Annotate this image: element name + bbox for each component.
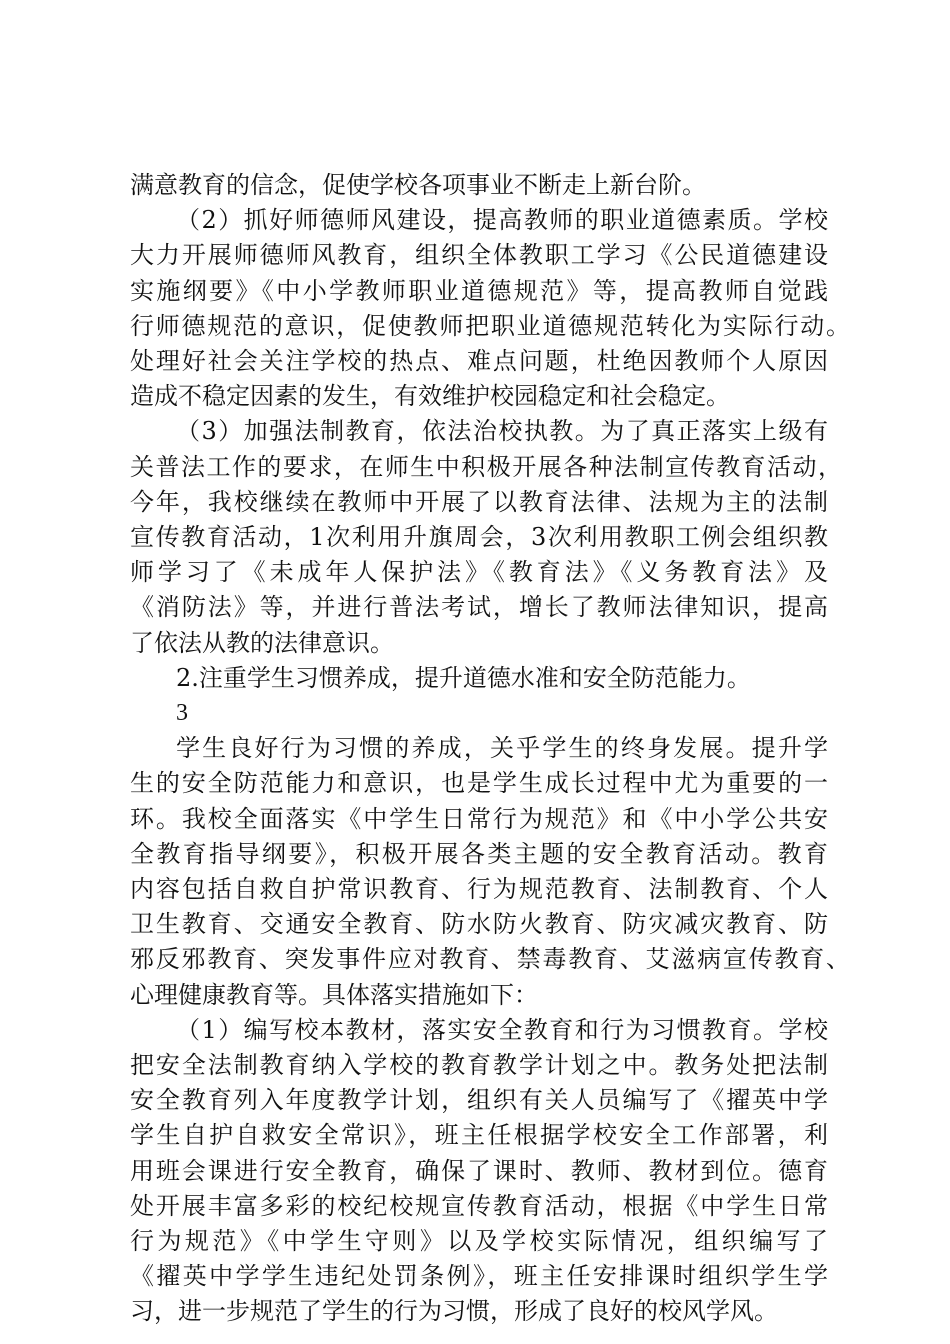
text-line: 卫生教育、交通安全教育、防水防火教育、防灾减灾教育、防 bbox=[130, 910, 828, 939]
text-line: 满意教育的信念，促使学校各项事业不断走上新台阶。 bbox=[130, 171, 706, 199]
text-line: 学生自护自救安全常识》，班主任根据学校安全工作部署，利 bbox=[130, 1121, 828, 1150]
text-line: 习，进一步规范了学生的行为习惯，形成了良好的校风学风。 bbox=[130, 1297, 778, 1326]
text-line: 把安全法制教育纳入学校的教育教学计划之中。教务处把法制 bbox=[130, 1051, 828, 1079]
text-line: 邪反邪教育、突发事件应对教育、禁毒教育、艾滋病宣传教育、 bbox=[130, 945, 850, 974]
text-line: 实施纲要》《中小学教师职业道德规范》等，提高教师自觉践 bbox=[130, 276, 828, 305]
text-line: 处理好社会关注学校的热点、难点问题，杜绝因教师个人原因 bbox=[130, 347, 828, 375]
text-line: 今年，我校继续在教师中开展了以教育法律、法规为主的法制 bbox=[130, 487, 828, 516]
text-line: 学生良好行为习惯的养成，关乎学生的终身发展。提升学 bbox=[176, 734, 828, 763]
text-line: 了依法从教的法律意识。 bbox=[130, 628, 394, 657]
text-line: 造成不稳定因素的发生，有效维护校园稳定和社会稳定。 bbox=[130, 382, 730, 411]
text-line: （3）加强法制教育，依法治校执教。为了真正落实上级有 bbox=[176, 417, 828, 446]
text-line: 师学习了《未成年人保护法》《教育法》《义务教育法》及 bbox=[130, 558, 828, 587]
text-line: 用班会课进行安全教育，确保了课时、教师、教材到位。德育 bbox=[130, 1156, 828, 1185]
text-line: 行为规范》《中学生守则》以及学校实际情况，组织编写了 bbox=[130, 1227, 828, 1255]
text-line: 生的安全防范能力和意识，也是学生成长过程中尤为重要的一 bbox=[130, 769, 828, 798]
text-line: 全教育指导纲要》，积极开展各类主题的安全教育活动。教育 bbox=[130, 839, 828, 868]
text-line: 行师德规范的意识，促使教师把职业道德规范转化为实际行动。 bbox=[130, 311, 850, 340]
text-line: 内容包括自救自护常识教育、行为规范教育、法制教育、个人 bbox=[130, 875, 828, 903]
text-line: 宣传教育活动，1次利用升旗周会，3次利用教职工例会组织教 bbox=[130, 523, 828, 551]
text-line: 2.注重学生习惯养成，提升道德水准和安全防范能力。 bbox=[176, 663, 751, 692]
text-line: 关普法工作的要求，在师生中积极开展各种法制宣传教育活动， bbox=[130, 452, 842, 481]
text-line: 3 bbox=[176, 700, 188, 726]
text-line: 心理健康教育等。具体落实措施如下： bbox=[130, 980, 538, 1009]
text-line: 环。我校全面落实《中学生日常行为规范》和《中小学公共安 bbox=[130, 804, 828, 833]
text-line: 《消防法》等，并进行普法考试，增长了教师法律知识，提高 bbox=[130, 593, 828, 622]
text-line: 大力开展师德师风教育，组织全体教职工学习《公民道德建设 bbox=[130, 241, 828, 270]
text-line: 处开展丰富多彩的校纪校规宣传教育活动，根据《中学生日常 bbox=[130, 1191, 828, 1220]
text-line: （2）抓好师德师风建设，提高教师的职业道德素质。学校 bbox=[176, 206, 828, 235]
text-line: 安全教育列入年度教学计划，组织有关人员编写了《擢英中学 bbox=[130, 1086, 828, 1115]
text-line: （1）编写校本教材，落实安全教育和行为习惯教育。学校 bbox=[176, 1015, 828, 1044]
text-line: 《擢英中学学生违纪处罚条例》，班主任安排课时组织学生学 bbox=[130, 1262, 828, 1291]
